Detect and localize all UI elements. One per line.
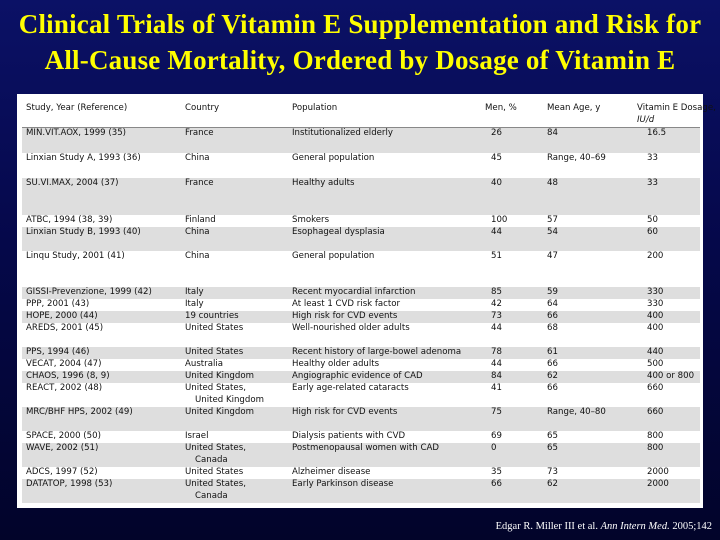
table-row xyxy=(22,359,700,371)
cell-mean-age: 66 xyxy=(547,311,558,321)
cell-men: 35 xyxy=(491,467,502,477)
table-row xyxy=(22,407,700,431)
cell-mean-age: 64 xyxy=(547,299,558,309)
cell-mean-age: 65 xyxy=(547,431,558,441)
cell-mean-age: 48 xyxy=(547,178,558,188)
cell-population: Healthy older adults xyxy=(292,359,380,369)
cell-dosage: 330 xyxy=(647,287,664,297)
cell-men: 41 xyxy=(491,383,502,393)
cell-men: 78 xyxy=(491,347,502,357)
cell-country: United States xyxy=(185,323,244,333)
cell-mean-age: 57 xyxy=(547,215,558,225)
cell-study: ATBC, 1994 (38, 39) xyxy=(26,215,113,225)
cell-country: Israel xyxy=(185,431,209,441)
cell-country: France xyxy=(185,127,214,138)
cell-study: Linqu Study, 2001 (41) xyxy=(26,251,125,261)
cell-population: Early Parkinson disease xyxy=(292,479,394,489)
cell-mean-age: 65 xyxy=(547,443,558,453)
cell-population: Early age-related cataracts xyxy=(292,383,409,393)
table-row xyxy=(22,215,700,227)
cell-men: 69 xyxy=(491,431,502,441)
cell-men: 45 xyxy=(491,153,502,163)
citation-year-volume: 2005;142 xyxy=(672,521,712,532)
cell-mean-age: 84 xyxy=(547,127,558,138)
cell-country xyxy=(181,443,288,467)
cell-mean-age: 54 xyxy=(547,227,558,237)
cell-study: CHAOS, 1996 (8, 9) xyxy=(26,371,110,381)
header-dosage-label: Vitamin E Dosage, xyxy=(637,103,716,113)
cell-study: PPP, 2001 (43) xyxy=(26,299,90,309)
cell-dosage: 660 xyxy=(647,383,664,393)
cell-men: 42 xyxy=(491,299,502,309)
cell-population: Healthy adults xyxy=(292,178,355,188)
title-line-1: Clinical Trials of Vitamin E Supplementation and Risk for xyxy=(18,9,702,39)
cell-dosage: 800 xyxy=(647,431,664,441)
cell-mean-age: 61 xyxy=(547,347,558,357)
table-row xyxy=(22,227,700,251)
cell-country: United Kingdom xyxy=(185,371,254,381)
header-dosage xyxy=(633,99,716,127)
cell-country: United States xyxy=(185,467,244,477)
header-study: Study, Year (Reference) xyxy=(26,103,128,113)
title-line-2: All-Cause Mortality, Ordered by Dosage of Vitamin E xyxy=(44,45,676,75)
table-row xyxy=(22,287,700,299)
table-row xyxy=(22,443,700,467)
cell-country-line-2: Canada xyxy=(195,454,228,465)
cell-mean-age: 68 xyxy=(547,323,558,333)
header-population: Population xyxy=(292,103,338,113)
cell-country xyxy=(181,383,288,407)
cell-study: SU.VI.MAX, 2004 (37) xyxy=(26,178,119,188)
cell-dosage: 440 xyxy=(647,347,664,357)
cell-population: Angiographic evidence of CAD xyxy=(292,371,423,381)
cell-country: France xyxy=(185,178,214,188)
trials-table xyxy=(22,99,716,503)
table-row xyxy=(22,323,700,347)
trials-table-panel xyxy=(17,94,716,508)
cell-mean-age: Range, 40–69 xyxy=(547,153,606,163)
cell-population: Postmenopausal women with CAD xyxy=(292,443,439,453)
citation xyxy=(496,521,712,532)
cell-dosage: 660 xyxy=(647,407,664,417)
cell-country: Finland xyxy=(185,215,216,225)
cell-country-line-2: Canada xyxy=(195,490,228,501)
cell-dosage: 50 xyxy=(647,215,658,225)
cell-population: Well-nourished older adults xyxy=(292,323,410,333)
cell-mean-age: Range, 40–80 xyxy=(547,407,606,417)
cell-country: China xyxy=(185,153,210,163)
header-country: Country xyxy=(185,103,220,113)
cell-men: 73 xyxy=(491,311,502,321)
cell-men: 85 xyxy=(491,287,502,297)
cell-study: HOPE, 2000 (44) xyxy=(26,311,98,321)
cell-country: United Kingdom xyxy=(185,407,254,417)
cell-men: 44 xyxy=(491,227,502,237)
cell-dosage: 2000 xyxy=(647,479,669,489)
cell-men: 44 xyxy=(491,359,502,369)
table-row xyxy=(22,347,700,359)
cell-study: DATATOP, 1998 (53) xyxy=(26,479,113,489)
cell-mean-age: 66 xyxy=(547,383,558,393)
cell-country-line-2: United Kingdom xyxy=(195,394,264,405)
table-row xyxy=(22,127,700,153)
cell-country: United States xyxy=(185,347,244,357)
cell-country: 19 countries xyxy=(185,311,239,321)
cell-population: Smokers xyxy=(292,215,330,225)
cell-population: General population xyxy=(292,153,375,163)
cell-men: 75 xyxy=(491,407,502,417)
cell-population: Dialysis patients with CVD xyxy=(292,431,406,441)
cell-country: Italy xyxy=(185,287,204,297)
cell-men: 84 xyxy=(491,371,502,381)
table-body xyxy=(22,127,700,503)
cell-dosage: 60 xyxy=(647,227,658,237)
cell-mean-age: 66 xyxy=(547,359,558,369)
cell-study: Linxian Study A, 1993 (36) xyxy=(26,153,141,163)
cell-country: China xyxy=(185,227,210,237)
table-row xyxy=(22,371,700,383)
cell-population: Institutionalized elderly xyxy=(292,127,393,138)
cell-dosage: 400 xyxy=(647,323,664,333)
cell-study: REACT, 2002 (48) xyxy=(26,383,103,393)
cell-population: Recent history of large-bowel adenoma xyxy=(292,347,462,357)
header-dosage-unit: IU/d xyxy=(637,114,655,125)
cell-study: ADCS, 1997 (52) xyxy=(26,467,98,477)
table-row xyxy=(22,251,700,287)
citation-author: Edgar R. Miller III et al. xyxy=(495,521,598,532)
header-mean-age: Mean Age, y xyxy=(547,103,601,113)
table-header-row xyxy=(22,99,700,127)
cell-dosage: 2000 xyxy=(647,467,669,477)
cell-country-line-1: United States, xyxy=(185,479,246,489)
cell-dosage: 200 xyxy=(647,251,664,261)
cell-dosage: 330 xyxy=(647,299,664,309)
table-row xyxy=(22,153,700,178)
cell-dosage: 500 xyxy=(647,359,664,369)
cell-population: Esophageal dysplasia xyxy=(292,227,385,237)
cell-men: 51 xyxy=(491,251,502,261)
cell-study: AREDS, 2001 (45) xyxy=(26,323,104,333)
cell-dosage: 16.5 xyxy=(647,127,667,138)
cell-men: 40 xyxy=(491,178,502,188)
cell-population: High risk for CVD events xyxy=(292,311,398,321)
cell-country xyxy=(181,479,288,503)
cell-population: Alzheimer disease xyxy=(292,467,371,477)
cell-mean-age: 59 xyxy=(547,287,558,297)
cell-country: Australia xyxy=(185,359,224,369)
table-row xyxy=(22,299,700,311)
cell-dosage: 33 xyxy=(647,153,658,163)
cell-country-line-1: United States, xyxy=(185,443,246,453)
table-row xyxy=(22,311,700,323)
cell-population: General population xyxy=(292,251,375,261)
citation-journal: Ann Intern Med. xyxy=(600,521,670,532)
cell-dosage: 33 xyxy=(647,178,658,188)
cell-country-line-1: United States, xyxy=(185,383,246,393)
header-men: Men, % xyxy=(485,103,517,113)
table-row xyxy=(22,178,700,215)
cell-study: WAVE, 2002 (51) xyxy=(26,443,99,453)
cell-mean-age: 62 xyxy=(547,479,558,489)
cell-mean-age: 62 xyxy=(547,371,558,381)
cell-population: High risk for CVD events xyxy=(292,407,398,417)
cell-country: China xyxy=(185,251,210,261)
cell-study: MRC/BHF HPS, 2002 (49) xyxy=(26,407,133,417)
cell-population: Recent myocardial infarction xyxy=(292,287,416,297)
cell-study: PPS, 1994 (46) xyxy=(26,347,90,357)
cell-mean-age: 73 xyxy=(547,467,558,477)
cell-mean-age: 47 xyxy=(547,251,558,261)
cell-men: 44 xyxy=(491,323,502,333)
cell-study: SPACE, 2000 (50) xyxy=(26,431,101,441)
cell-study: VECAT, 2004 (47) xyxy=(26,359,102,369)
cell-men: 66 xyxy=(491,479,502,489)
table-row xyxy=(22,431,700,443)
cell-country: Italy xyxy=(185,299,204,309)
cell-population: At least 1 CVD risk factor xyxy=(292,299,401,309)
table-row xyxy=(22,467,700,479)
cell-men: 100 xyxy=(491,215,508,225)
cell-dosage: 800 xyxy=(647,443,664,453)
cell-study: MIN.VIT.AOX, 1999 (35) xyxy=(26,127,127,138)
cell-dosage: 400 xyxy=(647,311,664,321)
slide-title xyxy=(0,6,720,78)
cell-men: 0 xyxy=(491,443,497,453)
table-row xyxy=(22,479,700,503)
table-row xyxy=(22,383,700,407)
cell-men: 26 xyxy=(491,127,502,138)
cell-study: GISSI-Prevenzione, 1999 (42) xyxy=(26,287,152,297)
cell-dosage: 400 or 800 xyxy=(647,371,695,381)
cell-study: Linxian Study B, 1993 (40) xyxy=(26,227,141,237)
